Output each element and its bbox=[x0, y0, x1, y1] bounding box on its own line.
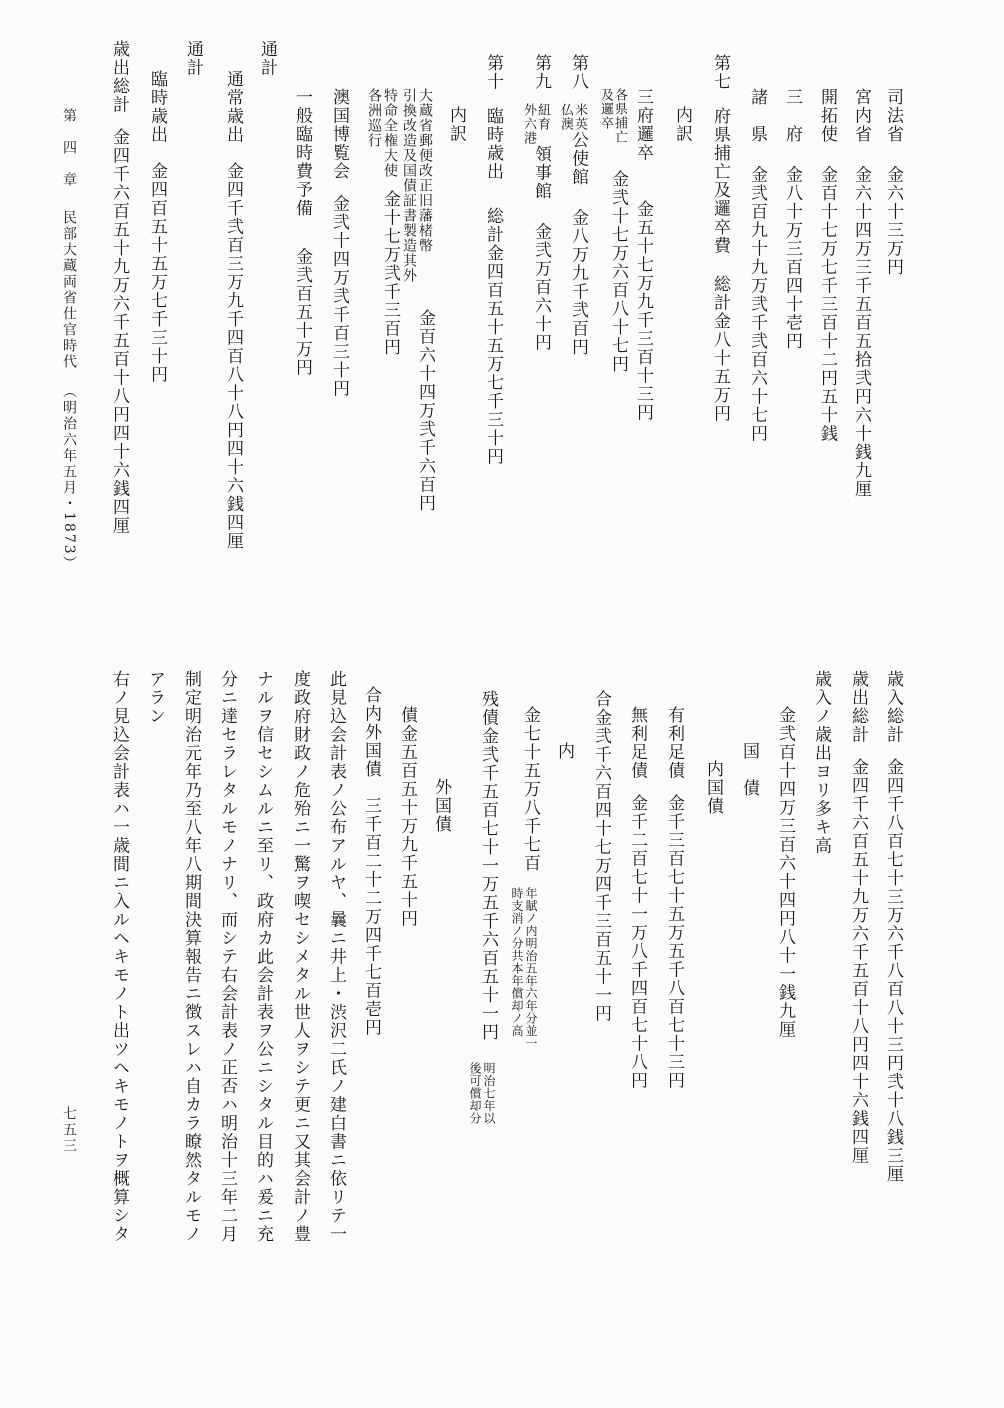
entry-okurasho: 大蔵省郵便改正旧藩楮幣 引換改造及国債証書製造其外金百六十四万弐千六百円 bbox=[401, 88, 435, 513]
paragraph-line-3: ナルヲ信セシムルニ至リ、政府カ此会計表ヲ公ニシタル目的ハ爰ニ充 bbox=[253, 670, 273, 1244]
paragraph-line-6: アラン bbox=[145, 670, 165, 726]
entry-dai9: 第九紐育 外六港領事館金弐万百六十円 bbox=[521, 54, 551, 352]
uchiwake-2: 内訳 bbox=[446, 106, 466, 143]
entry-sainyu-ooki-amount: 金弐百十四万三百六十四円八十一銭九厘 bbox=[775, 706, 795, 1039]
entry-muri: 無利足債金千二百七十一万八千四百七十八円 bbox=[627, 706, 647, 1090]
entry-oukoku: 澳国博覧会金弐十四万弐千百三十円 bbox=[329, 88, 349, 398]
uchiwake-1: 内訳 bbox=[672, 106, 692, 143]
entry-dai10: 第十臨時歳出総計金四百五十五万七千三十円 bbox=[483, 54, 503, 466]
page-number: 七五三 bbox=[61, 1106, 77, 1154]
entry-kakken: 各県捕亡 及邏卒金弐十七万六百八十七円 bbox=[598, 88, 628, 374]
entry-dai8: 第八米英 仏澳公使館金八万九千弐百円 bbox=[558, 54, 588, 357]
entry-zansai: 残債金弐千五百七十一万五千六百五十一円明治七年以 後可償却分 bbox=[468, 690, 498, 1124]
entry-saishutsu: 歳出総計金四千六百五十九万六千五百十八円四十六銭四厘 bbox=[848, 670, 868, 1165]
entry-saikin: 債金五百五十万九千五十円 bbox=[397, 706, 417, 928]
entry-tokumei: 特命全権大使 各洲巡行金十七万弐千三百円 bbox=[366, 88, 400, 357]
paragraph-line-5: 制定明治元年乃至八年八期間決算報告ニ徴スレハ自カラ瞭然タルモノ bbox=[181, 670, 201, 1244]
entry-tsujo: 通常歳出金四千弐百三万九千四百八十八円四十六銭四厘 bbox=[223, 70, 243, 551]
entry-yuri: 有利足債金千三百七十五万五千八百七十三円 bbox=[664, 706, 684, 1090]
entry-shihosho: 司法省金六十三万円 bbox=[883, 88, 903, 277]
entry-gokin: 合金弐千六百四十七万四千三百五十一円 bbox=[591, 690, 611, 1023]
entry-sanfu: 三 府金八十万三百四十壱円 bbox=[782, 88, 802, 351]
label-uchi: 内 bbox=[554, 742, 574, 761]
entry-dai7: 第七府県捕亡及邏卒費総計金八十五万円 bbox=[710, 54, 730, 423]
entry-sainyu: 歳入総計金四千八百七十三万六千八百八十三円弐十八銭三厘 bbox=[883, 670, 903, 1184]
paragraph-line-2: 度政府財政ノ危殆ニ一驚ヲ喫セシメタル世人ヲシテ更ニ又其会計ノ豊 bbox=[290, 670, 310, 1244]
paragraph-line-4: 分ニ達セラレタルモノナリ、而シテ右会計表ノ正否ハ明治十三年二月 bbox=[217, 670, 237, 1244]
entry-sanfu-rasotsu: 三府邏卒金五十七万九千三百十三円 bbox=[633, 88, 653, 422]
heading-kokusai: 国 債 bbox=[739, 742, 759, 798]
entry-rinji: 臨時歳出金四百五十五万七千三十円 bbox=[147, 70, 167, 384]
paragraph-line-1: 此見込会計表ノ公布アルヤ、曩ニ井上・渋沢二氏ノ建白書ニ依リテ一 bbox=[326, 670, 346, 1244]
heading-naikokusai: 内国債 bbox=[703, 760, 723, 816]
entry-sainyu-ooki: 歳入ノ歳出ヨリ多キ高 bbox=[811, 670, 831, 855]
entry-kaitakushi: 開拓使金百十七万七千三百十二円五十銭 bbox=[817, 88, 837, 443]
tsukei-1: 通計 bbox=[257, 40, 277, 77]
entry-kin75: 金七十五万八千七百年賦ノ内明治五年六年分並一 時支消ノ分共本年償却ノ高 bbox=[510, 706, 540, 1049]
paragraph-line-7: 右ノ見込会計表ハ一歳間ニ入ルヘキモノト出ツヘキモノトヲ概算シタ bbox=[109, 670, 129, 1244]
heading-gaikokusai: 外国債 bbox=[431, 778, 451, 834]
entry-kunaisho: 宮内省金六十四万三千五百五拾弐円六十銭九厘 bbox=[851, 88, 871, 499]
tsukei-2: 通計 bbox=[183, 40, 203, 77]
entry-shoken: 諸 県金弐百九十九万弐千弐百六十七円 bbox=[747, 88, 767, 443]
entry-gonai: 合内外国債三千百二十二万四千七百壱円 bbox=[361, 686, 381, 1037]
entry-ippan: 一般臨時費予備金弐百五十万円 bbox=[292, 88, 312, 377]
entry-soukei: 歳出総計金四千六百五十九万六千五百十八円四十六銭四厘 bbox=[109, 40, 129, 535]
running-footer: 第 四 章民部大蔵両省仕官時代（明治六年五月・1873） bbox=[61, 108, 77, 572]
